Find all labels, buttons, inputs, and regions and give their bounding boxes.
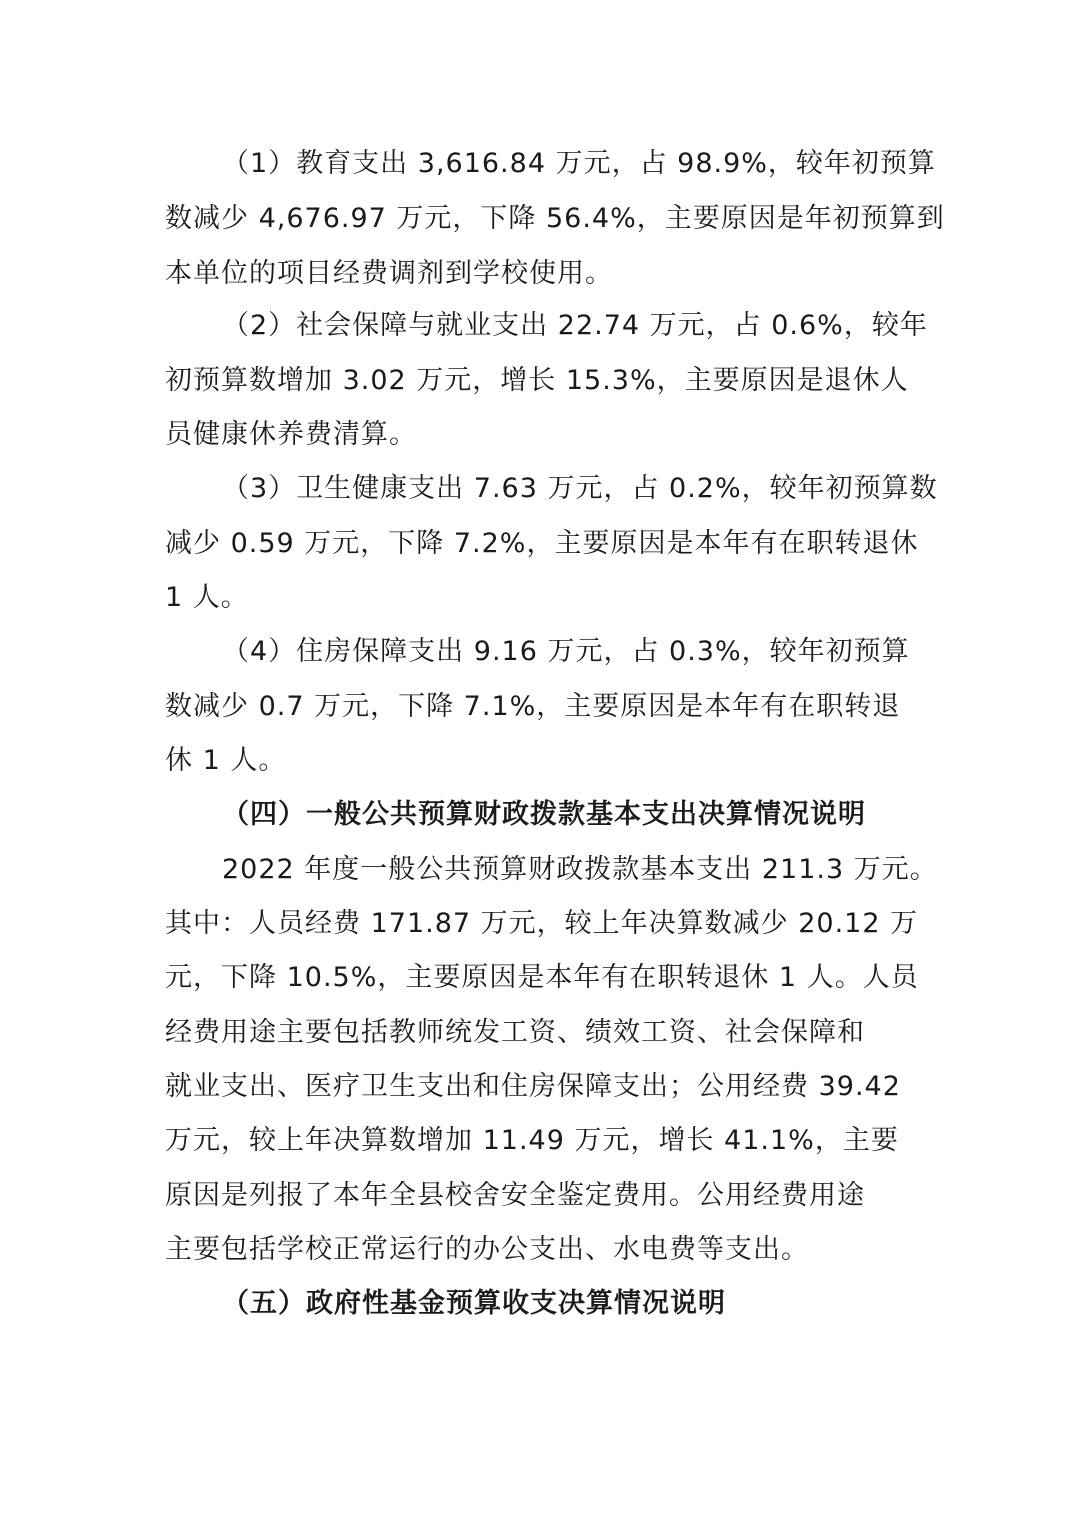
paragraph-line: 员健康休养费清算。 <box>165 419 417 450</box>
paragraph-line: 减少 0.59 万元，下降 7.2%，主要原因是本年有在职转退休 <box>165 528 919 559</box>
paragraph-line: （3）卫生健康支出 7.63 万元，占 0.2%，较年初预算数 <box>222 473 938 504</box>
paragraph-line: （2）社会保障与就业支出 22.74 万元，占 0.6%，较年 <box>222 310 928 341</box>
paragraph-line: 1 人。 <box>165 582 249 613</box>
paragraph-line: 原因是列报了本年全县校舍安全鉴定费用。公用经费用途 <box>165 1180 865 1211</box>
paragraph-line: 其中：人员经费 171.87 万元，较上年决算数减少 20.12 万 <box>165 908 919 939</box>
paragraph-line: （4）住房保障支出 9.16 万元，占 0.3%，较年初预算 <box>222 636 910 667</box>
paragraph-line: 2022 年度一般公共预算财政拨款基本支出 211.3 万元。 <box>222 854 938 885</box>
paragraph-line: 万元，较上年决算数增加 11.49 万元，增长 41.1%，主要 <box>165 1125 899 1156</box>
paragraph-line: 经费用途主要包括教师统发工资、绩效工资、社会保障和 <box>165 1017 865 1048</box>
paragraph-line: 主要包括学校正常运行的办公支出、水电费等支出。 <box>165 1234 809 1265</box>
paragraph-line: 元，下降 10.5%，主要原因是本年有在职转退休 1 人。人员 <box>165 962 919 993</box>
paragraph-line: 数减少 4,676.97 万元，下降 56.4%，主要原因是年初预算到 <box>165 203 945 234</box>
paragraph-line: 休 1 人。 <box>165 745 287 776</box>
paragraph-line: （1）教育支出 3,616.84 万元，占 98.9%，较年初预算 <box>222 148 936 179</box>
paragraph-line: 本单位的项目经费调剂到学校使用。 <box>165 258 613 289</box>
section-heading: （四）一般公共预算财政拨款基本支出决算情况说明 <box>222 799 866 830</box>
paragraph-line: 就业支出、医疗卫生支出和住房保障支出；公用经费 39.42 <box>165 1071 901 1102</box>
paragraph-line: 初预算数增加 3.02 万元，增长 15.3%，主要原因是退休人 <box>165 365 909 396</box>
section-heading: （五）政府性基金预算收支决算情况说明 <box>222 1288 726 1319</box>
paragraph-line: 数减少 0.7 万元，下降 7.1%，主要原因是本年有在职转退 <box>165 691 901 722</box>
